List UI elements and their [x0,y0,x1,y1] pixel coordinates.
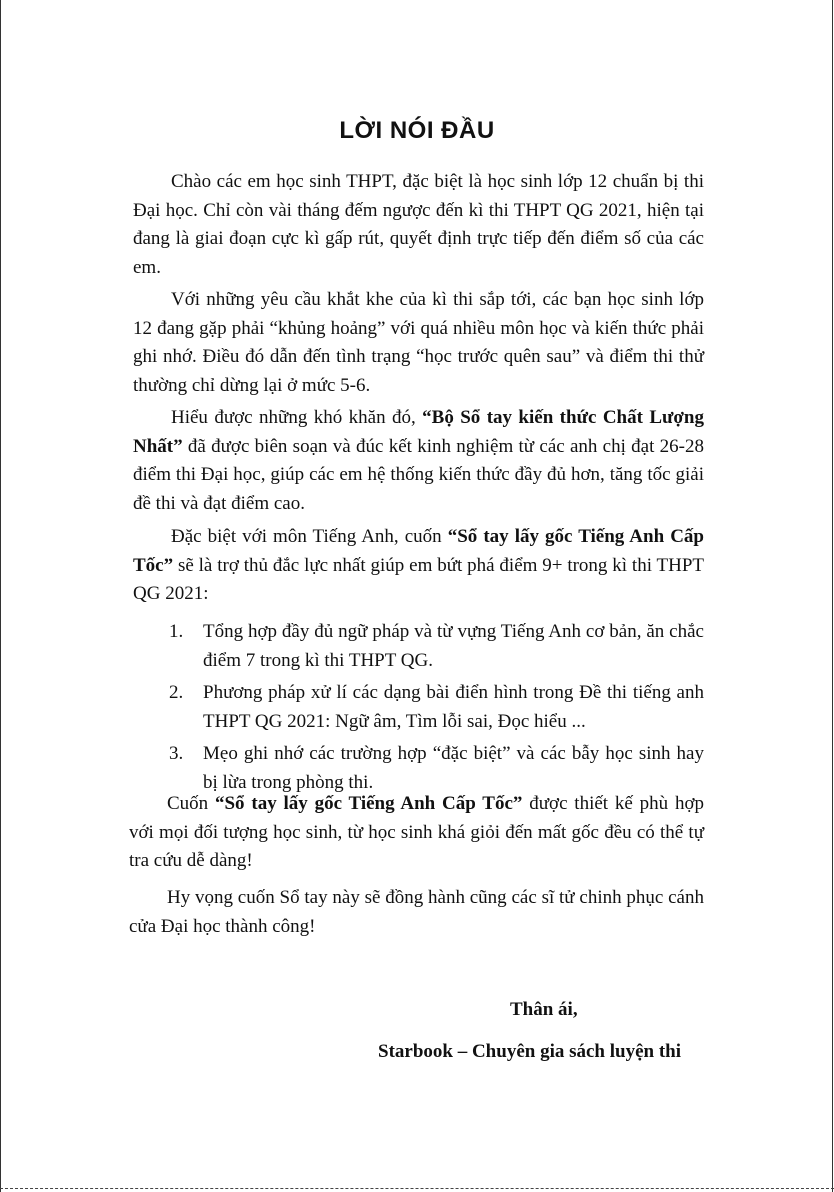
signature: Starbook – Chuyên gia sách luyện thi [378,1041,682,1062]
paragraph-suitability [129,790,704,876]
paragraph-book-series-text: Hiểu được những khó khăn đó, [171,407,423,428]
paragraph-book-series-rest: đã được biên soạn và đúc kết kinh nghiệm từ các anh chị đạt 26-28 điểm thi Đại học, giúp các em hệ thống kiến thức đầy đủ hơn, tăng tốc giải đề thi và đạt điểm cao. [133,435,704,514]
english-book-name-repeat: “Sổ tay lấy gốc Tiếng Anh Cấp Tốc” [214,793,523,814]
feature-list-item [133,618,704,675]
page-border-bottom [0,1188,834,1189]
paragraph-challenges-text: Với những yêu cầu khắt khe của kì thi sắp tới, các bạn học sinh lớp 12 đang gặp phải “khủng hoảng” với quá nhiều môn học và kiến thức phải ghi nhớ. Điều đó dẫn đến tình trạng “học trước quên sau” và điểm thi thử thường chỉ dừng lại ở mức 5-6. [133,289,704,396]
paragraph-book-series [133,404,704,518]
feature-number: 3. [169,743,184,765]
feature-text: Mẹo ghi nhớ các trường hợp “đặc biệt” và các bẫy học sinh hay bị lừa trong phòng thi. [203,743,704,793]
paragraph-challenges [133,286,704,400]
feature-text: Phương pháp xử lí các dạng bài điển hình trong Đề thi tiếng anh THPT QG 2021: Ngữ âm, Tìm lỗi sai, Đọc hiểu ... [203,682,704,732]
english-book-name: “Sổ tay lấy gốc Tiếng Anh Cấp Tốc” [133,526,704,576]
page-border-right [832,0,833,1192]
paragraph-intro [133,168,704,282]
paragraph-english-book-rest: sẽ là trợ thủ đắc lực nhất giúp em bứt phá điểm 9+ trong kì thi THPT QG 2021: [133,554,704,605]
paragraph-english-book-text: Đặc biệt với môn Tiếng Anh, cuốn [171,526,448,547]
paragraph-closing-wish-text: Hy vọng cuốn Sổ tay này sẽ đồng hành cũng các sĩ tử chinh phục cánh cửa Đại học thành công! [129,887,704,937]
feature-list-item [133,740,704,797]
page-border-left [0,0,1,1192]
feature-number: 2. [169,682,184,704]
paragraph-closing-wish [129,884,704,941]
paragraph-english-book [133,523,704,609]
page-title: LỜI NÓI ĐẦU [339,117,495,144]
closing-greeting: Thân ái, [510,999,578,1020]
feature-list [133,618,704,802]
book-series-name: “Bộ Sổ tay kiến thức Chất Lượng Nhất” [133,407,704,457]
paragraph-intro-text: Chào các em học sinh THPT, đặc biệt là học sinh lớp 12 chuẩn bị thi Đại học. Chỉ còn vài tháng đếm ngược đến kì thi THPT QG 2021, hiện tại đang là giai đoạn cực kì gấp rút, quyết định trực tiếp đến điểm số của các em. [133,171,704,278]
feature-list-item [133,679,704,736]
paragraph-suitability-text: Cuốn [167,793,215,814]
feature-number: 1. [169,621,184,642]
feature-text: Tổng hợp đầy đủ ngữ pháp và từ vựng Tiếng Anh cơ bản, ăn chắc điểm 7 trong kì thi THPT QG. [203,621,704,671]
paragraph-suitability-rest: được thiết kế phù hợp với mọi đối tượng học sinh, từ học sinh khá giỏi đến mất gốc đều có thể tự tra cứu dễ dàng! [129,793,704,872]
